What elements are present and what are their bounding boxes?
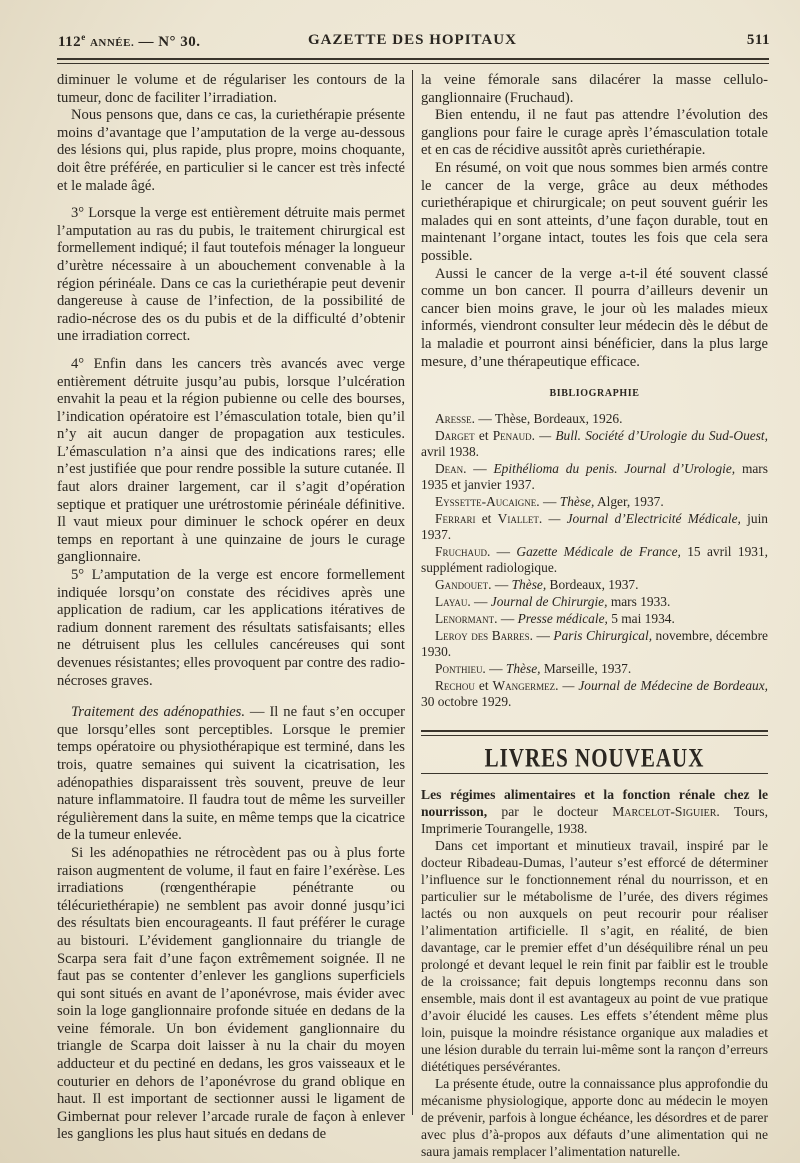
bibliography-entry <box>421 428 768 460</box>
livres-nouveaux-heading: LIVRES NOUVEAUX <box>484 742 705 773</box>
year-label: ANNÉE. <box>89 37 135 49</box>
ref-source: Gazette Médicale de France, <box>516 543 681 559</box>
ref-separator: et <box>475 510 498 526</box>
heading-rule <box>421 773 768 774</box>
paragraph: 5° L’amputation de la verge est encore formellement indiquée lorsqu’on constate des récidives après une application de radium, car les applications itératives de radium donnent rarement des résultats satisfaisants; elles ne détruisent plus les cellules cancéreuses qui sont devenues résistantes; elles provoquent par contre des radio-nécroses graves. <box>57 567 405 689</box>
ref-author: Lenormant. <box>435 610 498 626</box>
bibliography-entry <box>421 577 768 593</box>
ref-separator: et <box>474 677 493 693</box>
paragraph: Si les adénopathies ne rétrocèdent pas ou à plus forte raison augmentent de volume, il faut en faire l’exérèse. Les irradiations (rœngenthérapie pénétrante ou télécuriethérapie) ne semblent pas avoir donné jusqu’ici des résultats bien encourageants. Il faut préférer le curage au bistouri. L’évidement ganglionnaire du triangle de Scarpa sera fait d’une façon extrêmement soignée. Il ne faut pas se contenter d’enlever les ganglions superficiels qui sont situés en avant de l’aponévrose, mais évider avec soin la loge ganglionnaire profonde située en dedans de la veine fémorale. Un bon évidement ganglionnaire du triangle de Scarpa doit laisser à nu la chair du moyen adducteur et du pectiné en dedans, les gros vaisseaux et le couturier en dehors de l’aponévrose du grand oblique en haut. Il est important de sectionner aussi le ligament de Gimbernat pour relever l’arcade rurale de façon à enlever les ganglions les plus haut situés en dedans de <box>57 844 405 1143</box>
book-title: Les régimes alimentaires et la fonction rénale chez le nourrisson, <box>421 787 768 820</box>
ref-author: Gandouet. <box>435 576 492 592</box>
ref-source: Journal de Chirurgie, <box>490 593 608 609</box>
ref-separator: — <box>533 627 554 643</box>
ref-date: juin 1937. <box>421 510 768 542</box>
bibliography-entry <box>421 411 768 427</box>
ref-separator: — <box>491 576 512 592</box>
ref-author-2: Wangermez. <box>492 677 559 693</box>
ref-date: Bordeaux, 1937. <box>546 576 639 592</box>
ref-source: Presse médicale, <box>517 610 608 626</box>
ref-separator: — <box>490 543 517 559</box>
paragraph <box>57 704 405 845</box>
ref-source: Thèse, <box>505 660 541 676</box>
ref-source: — Journal de Médecine de Bordeaux, <box>558 677 769 693</box>
ref-author: Fruchaud. <box>435 543 491 559</box>
issue-info <box>58 32 201 51</box>
ref-source: Thèse, <box>559 493 595 509</box>
book-by: par le docteur <box>487 804 613 820</box>
ref-separator: — <box>497 610 518 626</box>
ref-date: Marseille, 1937. <box>540 660 632 676</box>
bibliography-entry <box>421 461 768 493</box>
paragraph: Aussi le cancer de la verge a-t-il été souvent classé comme un bon cancer. Il pourra d’ailleurs devenir un cancer bien moins grave, le jour où les malades mieux informés, viendront consulter leur médecin dès le début de la maladie et pourront ainsi bénéficier, dans la plus large mesure, d’une thérapeutique efficace. <box>421 265 768 370</box>
paragraph: 4° Enfin dans les cancers très avancés avec verge entièrement détruite jusqu’au pubis, lorsque l’ulcération envahit la peau et la région pubienne ou celle des bourses, l’indication opératoire est l’émasculation totale, bien qu’il n’y ait aucun danger de propagation aux testicules. L’émasculation n’a ainsi que des indications rares; elle n’est justifiée que pour rendre possible la suture cutanée. Il faut alors drainer largement, car il s’agit d’opération septique et pratiquer une urétrostomie périnéale définitive. Il vaut mieux pour diminuer le schock opérer en deux temps en reportant à une quinzaine de jours le curage ganglionnaire. <box>57 355 405 566</box>
ref-author: Ferrari <box>435 510 476 526</box>
paragraph: Nous pensons que, dans ce cas, la curiethérapie présente moins d’avantage que l’amputation de la verge au-dessous des lésions qui, plus rapide, plus propre, moins choquante, doit être préférée, en particulier si le cancer est très infecté et le malade âgé. <box>57 107 405 194</box>
bibliography-entry <box>421 611 768 627</box>
ref-date: avril 1938. <box>421 443 480 459</box>
paragraph: La présente étude, outre la connaissance plus approfondie du mécanisme physiologique, apporte donc au médecin le moyen de prévenir, parfois à longue échéance, les désordres et de parer avec plus d’à-propos aux défauts d’une alimentation qui ne saura jamais remplacer l’alimentation naturelle. <box>421 1076 768 1160</box>
ref-date: 30 octobre 1929. <box>421 693 512 709</box>
bibliography-entry <box>421 544 768 576</box>
ref-author-2: Viallet. <box>497 510 543 526</box>
bibliography-entry <box>421 678 768 710</box>
year-number: 112 <box>58 34 82 50</box>
ref-date: novembre, décembre 1930. <box>421 627 768 659</box>
ref-date: Alger, 1937. <box>594 493 664 509</box>
right-column <box>421 72 768 1160</box>
paragraph: Bien entendu, il ne faut pas attendre l’évolution des ganglions pour faire le curage après l’émasculation totale et en cas de récidive aussitôt après curiethérapie. <box>421 107 768 159</box>
page-header <box>58 32 770 54</box>
ref-source: Thèse, <box>511 576 547 592</box>
bibliography-entry <box>421 511 768 543</box>
header-rule-top <box>57 58 769 60</box>
ref-author: Layau. <box>435 593 471 609</box>
ref-author: Eyssette-Aucaigne. <box>435 493 540 509</box>
book-publisher: Tours, Imprimerie Tourangelle, 1938. <box>421 804 768 837</box>
ref-author: Rechou <box>435 677 475 693</box>
ref-source: — Bull. Société d’Urologie du Sud-Ouest, <box>535 427 768 443</box>
ref-author: Dean. <box>435 460 467 476</box>
journal-title: GAZETTE DES HOPITAUX <box>308 32 517 48</box>
ref-author: Ponthieu. <box>435 660 486 676</box>
header-rule-bottom <box>57 63 769 64</box>
section-rules <box>421 730 768 744</box>
paragraph: 3° Lorsque la verge est entièrement détruite mais permet l’amputation au ras du pubis, le traitement chirurgical est formellement indiqué; il faut toutefois ménager la longueur d’urètre nécessaire à un abouchement convenable à la région périnéale. Dans ce cas la curiethérapie peut devenir dangereuse à cause de l’infection, de la possibilité de radio-nécrose des os du pubis et de la difficulté d’obtenir une irradiation correct. <box>57 205 405 345</box>
bibliography-entry <box>421 594 768 610</box>
bibliography-entry <box>421 628 768 660</box>
ref-date: mars 1933. <box>607 593 671 609</box>
ref-author: Darget <box>435 427 475 443</box>
ref-separator: et <box>474 427 493 443</box>
left-column <box>57 72 405 1144</box>
paragraph: En résumé, on voit que nous sommes bien armés contre le cancer de la verge, grâce au deux méthodes curiethérapique et chirurgicale; on peut souvent guérir les malades qui en sont atteints, d’une façon durable, tout en maintenant l’organe intact, toutes les fois que cela sera possible. <box>421 159 768 264</box>
ref-separator: — <box>470 593 491 609</box>
ref-date: 5 mai 1934. <box>607 610 675 626</box>
ref-date: 15 avril 1931, supplément radiologique. <box>421 543 768 575</box>
paragraph: la veine fémorale sans dilacérer la masse cellulo-ganglionnaire (Fruchaud). <box>421 72 768 106</box>
bibliography-list <box>421 411 768 710</box>
section-title-adenopathies: Traitement des adénopathies. <box>71 704 246 721</box>
year-sup: e <box>81 32 86 42</box>
issue-number: — N° 30. <box>138 34 201 50</box>
book-reference <box>421 786 768 837</box>
ref-author-2: Penaud. <box>492 427 536 443</box>
ref-date: mars 1935 et janvier 1937. <box>421 460 768 492</box>
bibliography-entry <box>421 661 768 677</box>
book-review <box>421 786 768 1160</box>
ref-separator: — <box>539 493 560 509</box>
paragraph-text: — Il ne faut s’en occuper que lorsqu’elles sont perceptibles. Lorsque le premier temps opératoire ou physiothérapique est terminé, dans les trois, quatre semaines qui suivent la cicatrisation, les adénopathies disparaissent très souvent, preuve de leur nature inflammatoire. Il faudra tout de même les surveiller régulièrement dans la suite, en même temps que la cicatrice de la tumeur enlevée. <box>57 704 406 844</box>
column-divider <box>412 70 413 1115</box>
bibliography-entry <box>421 494 768 510</box>
ref-source: Epithélioma du penis. Journal d’Urologie, <box>493 460 736 476</box>
book-author: Marcelot-Siguier. <box>612 804 720 820</box>
ref-author: Leroy des Barres. <box>435 627 533 643</box>
paragraph: Dans cet important et minutieux travail, inspiré par le docteur Ribadeau-Dumas, l’auteur s’est efforcé de déterminer l’influence sur le fonctionnement rénal du nourrisson, et en particulier sur le métabolisme de l’urée, des divers régimes lactés ou non auxquels on peut recourir pour réaliser l’alimentation artificielle. Il s’agit, en réalité, de bien davantage, car le premier effet d’un déséquilibre rénal un peu prolongé et devant lequel le rein finit par faiblir est le trouble de la croissance; fait depuis longtemps reconnu dans son ensemble, mais dont il est avantageux au point de vue pratique d’avoir élucidé les causes. Les effets s’étendent même plus loin, puisque la moindre résistance organique aux maladies et une lésion durable du terrain lui-même sont la rançon d’erreurs diététiques persévérantes. <box>421 838 768 1075</box>
bibliography-title: BIBLIOGRAPHIE <box>549 388 640 400</box>
ref-separator: — Thèse, Bordeaux, 1926. <box>475 410 623 426</box>
ref-author: Aresse. <box>435 410 476 426</box>
ref-separator: — <box>466 460 494 476</box>
ref-source: Paris Chirurgical, <box>553 627 653 643</box>
ref-separator: — <box>485 660 506 676</box>
paragraph: diminuer le volume et de régulariser les contours de la tumeur, donc de faciliter l’irradiation. <box>57 72 405 106</box>
ref-source: — Journal d’Electricité Médicale, <box>542 510 741 526</box>
page-number: 511 <box>746 32 770 48</box>
